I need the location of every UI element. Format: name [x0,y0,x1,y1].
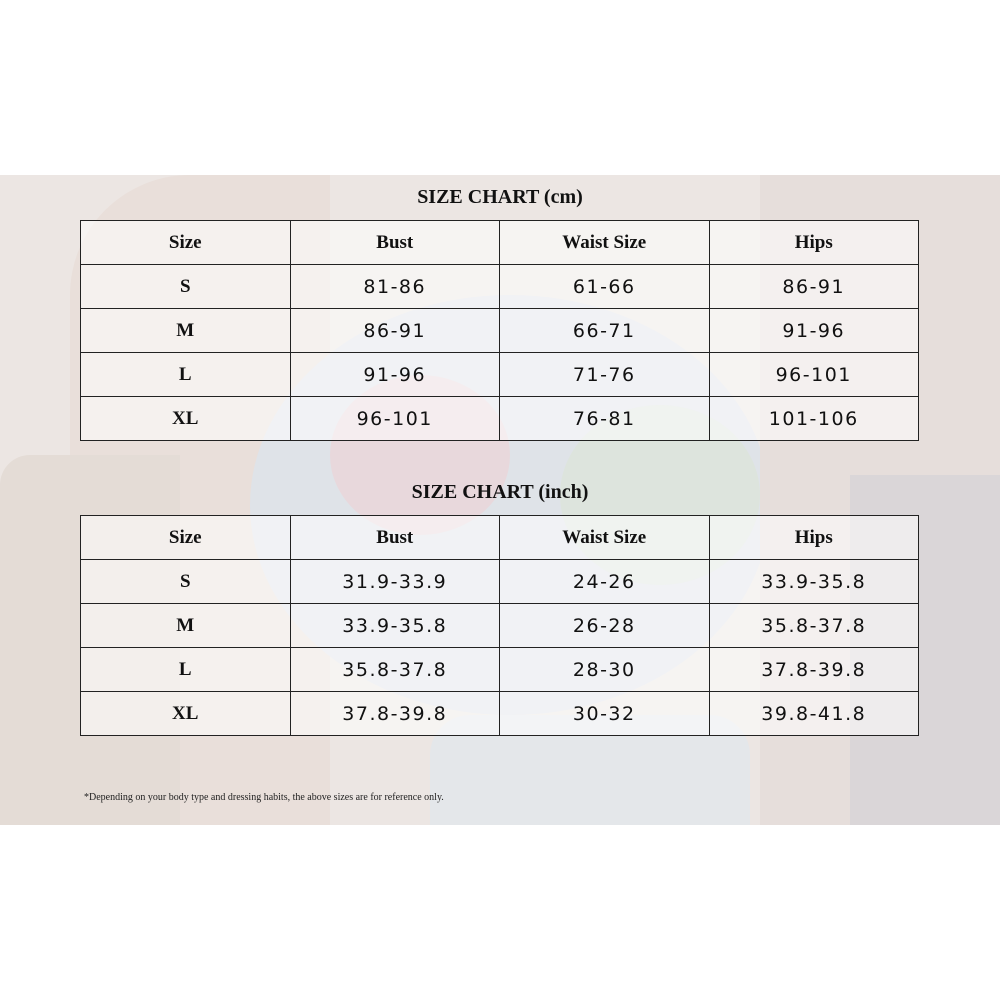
header-size: Size [81,516,291,560]
size-cell: M [81,604,291,648]
waist-cell: 30-32 [500,692,710,736]
reference-footnote: *Depending on your body type and dressing habits, the above sizes are for reference only. [84,792,444,803]
header-hips: Hips [709,516,919,560]
waist-cell: 24-26 [500,560,710,604]
cm-size-table [80,220,919,441]
table-header-row [81,516,919,560]
size-cell: L [81,648,291,692]
header-size: Size [81,221,291,265]
inch-chart-title: SIZE CHART (inch) [411,481,589,503]
table-row [81,560,919,604]
header-hips: Hips [709,221,919,265]
hips-cell: 37.8-39.8 [709,648,919,692]
table-row [81,604,919,648]
table-row [81,353,919,397]
header-bust: Bust [290,221,500,265]
hips-cell: 91-96 [709,309,919,353]
hips-cell: 35.8-37.8 [709,604,919,648]
bust-cell: 31.9-33.9 [290,560,500,604]
table-row [81,309,919,353]
bust-cell: 33.9-35.8 [290,604,500,648]
waist-cell: 66-71 [500,309,710,353]
size-cell: XL [81,692,291,736]
inch-size-table [80,515,919,736]
bust-cell: 37.8-39.8 [290,692,500,736]
waist-cell: 26-28 [500,604,710,648]
size-cell: S [81,560,291,604]
size-cell: M [81,309,291,353]
waist-cell: 71-76 [500,353,710,397]
size-cell: L [81,353,291,397]
hips-cell: 86-91 [709,265,919,309]
table-row [81,692,919,736]
bust-cell: 81-86 [290,265,500,309]
waist-cell: 28-30 [500,648,710,692]
waist-cell: 76-81 [500,397,710,441]
hips-cell: 33.9-35.8 [709,560,919,604]
bust-cell: 35.8-37.8 [290,648,500,692]
hips-cell: 101-106 [709,397,919,441]
hips-cell: 39.8-41.8 [709,692,919,736]
header-bust: Bust [290,516,500,560]
table-header-row [81,221,919,265]
waist-cell: 61-66 [500,265,710,309]
table-row [81,397,919,441]
bust-cell: 91-96 [290,353,500,397]
cm-chart-title: SIZE CHART (cm) [417,186,583,208]
bust-cell: 86-91 [290,309,500,353]
table-row [81,265,919,309]
size-cell: S [81,265,291,309]
table-row [81,648,919,692]
size-cell: XL [81,397,291,441]
header-waist-size: Waist Size [500,516,710,560]
hips-cell: 96-101 [709,353,919,397]
bust-cell: 96-101 [290,397,500,441]
header-waist-size: Waist Size [500,221,710,265]
